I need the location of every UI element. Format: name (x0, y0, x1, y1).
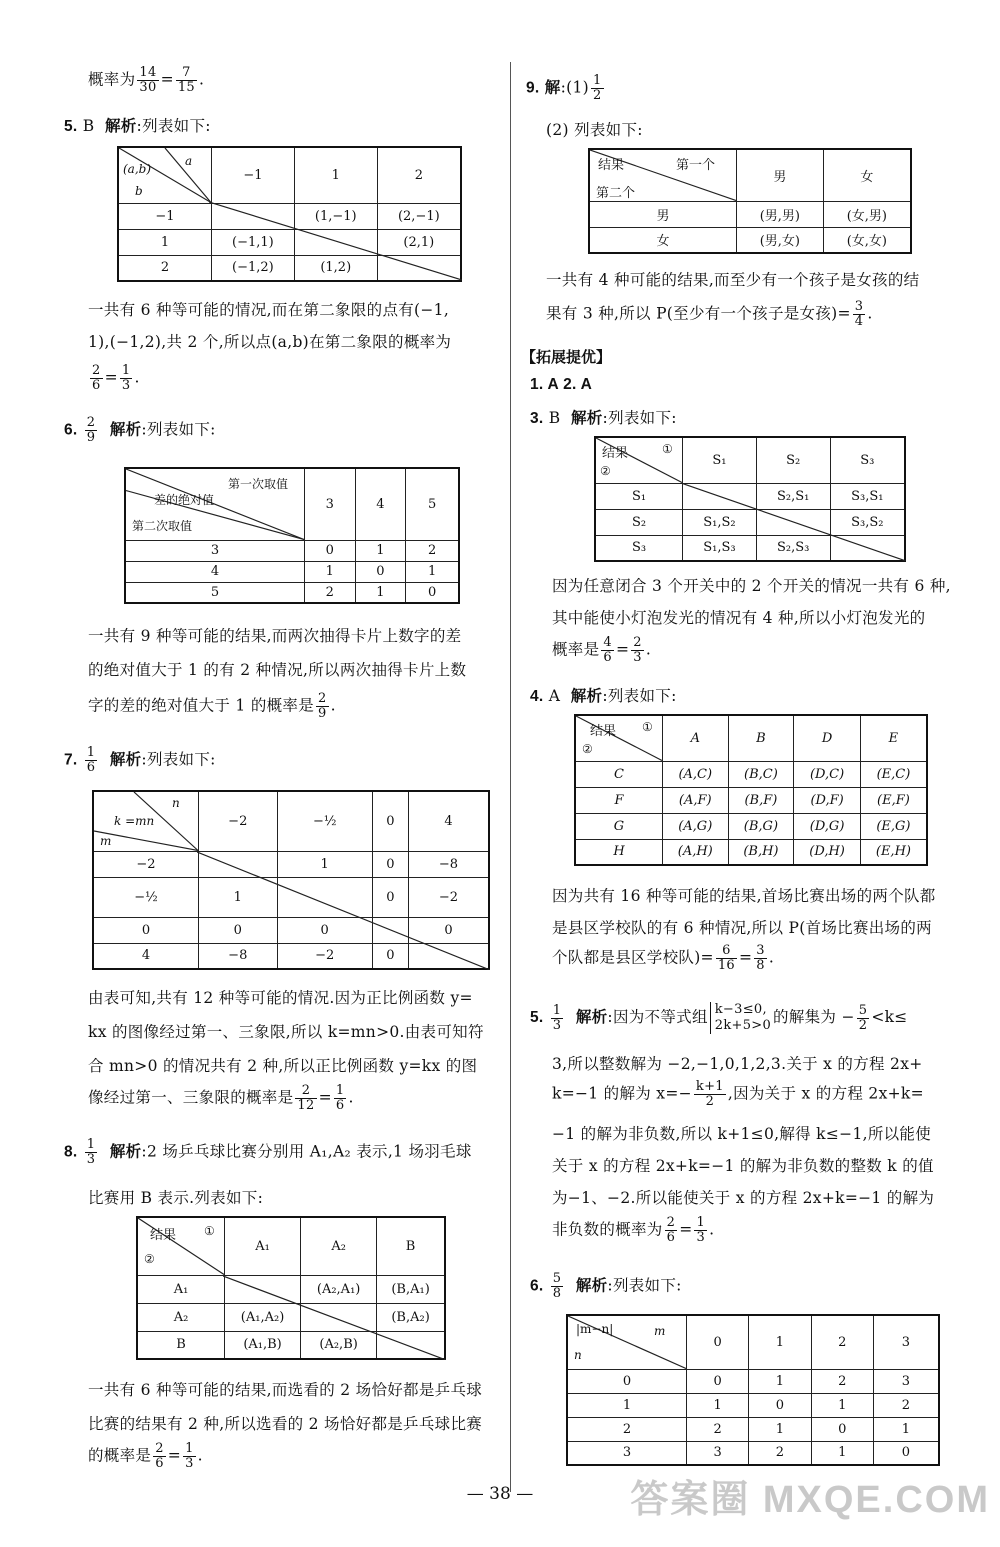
probability-line: 概率为 $\frac{14}{30}$ = $\frac{7}{15}$ . (88, 65, 205, 95)
table-cell: 0 (355, 561, 406, 582)
table-cell: 0 (305, 540, 356, 561)
table-cell: (D,H) (794, 839, 861, 865)
page-number: — 38 — (466, 1484, 534, 1504)
table-cell: 0 (687, 1315, 749, 1369)
table-cell: A (663, 715, 729, 761)
table-cell: −½ (93, 877, 199, 917)
table-cell: 女 (589, 227, 737, 253)
table-cell: 0 (199, 917, 278, 943)
table-cell: 2 (811, 1315, 873, 1369)
table-cell: 0 (409, 917, 490, 943)
table-cell: 4 (409, 791, 490, 851)
q7-heading: 7. $\frac{1}{6}$ 解析:列表如下: (64, 745, 216, 775)
table-cell: (A,G) (663, 813, 729, 839)
section-heading: 【拓展提优】 (521, 348, 612, 366)
q9-text-line1: 一共有 4 种可能的结果,而至少有一个孩子是女孩的结 (546, 271, 920, 289)
table-cell: 2 (811, 1369, 873, 1393)
table-cell: A₁ (225, 1217, 301, 1275)
table-cell: −2 (277, 943, 372, 969)
table-cell: 1 (687, 1393, 749, 1417)
table-cell: S₁ (683, 437, 757, 483)
table-cell: (B,H) (728, 839, 794, 865)
table-cell: −8 (409, 851, 490, 877)
q9-text-line2: 果有 3 种,所以 P(至少有一个孩子是女孩)= $\frac{3}{4}$ . (546, 299, 873, 329)
table-cell: (E,H) (860, 839, 927, 865)
table-cell: 3 (567, 1441, 687, 1465)
q1-q2-answers: 1. A 2. A (530, 376, 593, 393)
table-cell: (−1,2) (212, 255, 295, 281)
q6-table (124, 467, 460, 604)
table-cell: 男 (589, 201, 737, 227)
table-cell: S₃ (830, 437, 905, 483)
table-cell: 1 (749, 1315, 811, 1369)
table-cell: 1 (811, 1441, 873, 1465)
table-cell: 3 (125, 540, 305, 561)
table-cell: S₂ (595, 509, 683, 535)
table-cell: B (137, 1331, 225, 1359)
table-cell: (E,F) (860, 787, 927, 813)
r-q5-text-line4: −1 的解为非负数,所以 k+1≤0,解得 k≤−1,所以能使 (552, 1125, 932, 1143)
q7-text-line2: kx 的图像经过第一、三象限,所以 k=mn>0.由表可知符 (88, 1023, 484, 1041)
table-cell: 男 (737, 149, 824, 201)
q9-heading: 9. 解:(1) $\frac{1}{2}$ (526, 73, 602, 103)
table-cell: 2 (377, 147, 461, 203)
table-cell: 5 (125, 582, 305, 603)
table-cell: 0 (372, 851, 408, 877)
r-q3-text-line2: 其中能使小灯泡发光的情况有 4 种,所以小灯泡发光的 (552, 609, 926, 627)
table-cell: 1 (355, 582, 406, 603)
table-cell: −2 (409, 877, 490, 917)
r-q5-text-line2: 3,所以整数解为 −2,−1,0,1,2,3.关于 x 的方程 2x+ (552, 1055, 923, 1073)
r-q3-corner-cell: 结果 ① ② (595, 437, 683, 483)
table-cell: (−1,1) (212, 229, 295, 255)
r-q3-diagonal-line (681, 483, 906, 561)
watermark-logo: 答案圈 MXQE.COM (630, 1479, 990, 1521)
q9-table (588, 148, 912, 254)
q6-text-line1: 一共有 9 种等可能的结果,而两次抽得卡片上数字的差 (88, 627, 462, 645)
table-cell: 2 (687, 1417, 749, 1441)
q8-diagonal-line (223, 1276, 446, 1360)
q7-diagonal-line (197, 852, 490, 970)
q6-corner-cell: 第一次取值 差的绝对值 第二次取值 (125, 468, 305, 540)
table-cell: S₁,S₂ (683, 509, 757, 535)
table-cell: S₂,S₃ (756, 535, 830, 561)
table-cell: 0 (406, 582, 459, 603)
table-cell: 0 (372, 943, 408, 969)
table-cell: 4 (93, 943, 199, 969)
table-cell: S₃ (595, 535, 683, 561)
table-cell: −1 (118, 203, 212, 229)
table-cell: S₂ (756, 437, 830, 483)
table-cell: 1 (567, 1393, 687, 1417)
table-cell: 0 (567, 1369, 687, 1393)
table-cell: −2 (199, 791, 278, 851)
table-cell: E (860, 715, 927, 761)
table-cell: (B,G) (728, 813, 794, 839)
table-cell: 2 (305, 582, 356, 603)
table-cell: 1 (294, 147, 377, 203)
q5-text-line1: 一共有 6 种等可能的情况,而在第二象限的点有(−1, (88, 301, 450, 319)
table-cell: 4 (125, 561, 305, 582)
table-cell: 1 (811, 1393, 873, 1417)
table-cell: 女 (823, 149, 911, 201)
table-cell: 3 (873, 1315, 939, 1369)
table-cell: S₁ (595, 483, 683, 509)
q6-text-line3: 字的差的绝对值大于 1 的概率是 $\frac{2}{9}$ . (88, 691, 336, 721)
table-cell: F (575, 787, 663, 813)
table-cell: 0 (873, 1441, 939, 1465)
table-cell: (2,1) (377, 229, 461, 255)
table-cell: S₁,S₃ (683, 535, 757, 561)
q8-text-line1: 一共有 6 种等可能的结果,而选看的 2 场恰好都是乒乓球 (88, 1381, 483, 1399)
table-cell: 2 (873, 1393, 939, 1417)
table-cell: C (575, 761, 663, 787)
table-cell: 1 (118, 229, 212, 255)
r-q5-text-line3: k=−1 的解为 x=− $\frac{k+1}{2}$ ,因为关于 x 的方程 2x+k= (552, 1079, 924, 1109)
table-cell: 3 (873, 1369, 939, 1393)
r-q4-text-line2: 是县区学校队的有 6 种情况,所以 P(首场比赛出场的两 (552, 919, 932, 937)
table-cell: A₁ (137, 1275, 225, 1303)
table-cell: −8 (199, 943, 278, 969)
q9-part2: (2) 列表如下: (546, 121, 643, 139)
table-cell: (女,男) (823, 201, 911, 227)
r-q5-heading: 5. $\frac{1}{3}$ 解析:因为不等式组 k−3≤0, 2k+5>0 的解集为 − $\frac{5}{2}$ <k≤ (530, 1002, 908, 1033)
table-cell: B (377, 1217, 445, 1275)
column-divider (510, 62, 511, 1492)
table-cell: 2 (118, 255, 212, 281)
table-cell: (E,C) (860, 761, 927, 787)
table-cell: 0 (811, 1417, 873, 1441)
table-cell: 3 (305, 468, 356, 540)
table-cell: (2,−1) (377, 203, 461, 229)
q8-text-line0: 比赛用 B 表示.列表如下: (88, 1189, 264, 1207)
r-q6-corner-cell: |m−n| m n (567, 1315, 687, 1369)
q7-text-line3: 合 mn>0 的情况共有 2 种,所以正比例函数 y=kx 的图 (88, 1057, 478, 1075)
table-cell: 0 (372, 877, 408, 917)
table-cell: (A,C) (663, 761, 729, 787)
table-cell: 5 (406, 468, 459, 540)
q5-text-line2: 1),(−1,2),共 2 个,所以点(a,b)在第二象限的概率为 (88, 333, 452, 351)
r-q4-heading: 4. A 解析:列表如下: (530, 686, 677, 705)
r-q4-corner-cell: 结果 ① ② (575, 715, 663, 761)
q9-corner-cell: 结果 第一个 第二个 (589, 149, 737, 201)
table-cell: (B,A₁) (377, 1275, 445, 1303)
q6-heading: 6. $\frac{2}{9}$ 解析:列表如下: (64, 415, 216, 445)
table-cell: −½ (277, 791, 372, 851)
table-cell: G (575, 813, 663, 839)
table-cell: (A₂,A₁) (301, 1275, 377, 1303)
q5-diagonal-line (209, 202, 462, 280)
table-cell: 3 (687, 1441, 749, 1465)
table-cell: (D,C) (794, 761, 861, 787)
q8-text-line2: 比赛的结果有 2 种,所以选看的 2 场恰好都是乒乓球比赛 (88, 1415, 483, 1433)
table-cell: −2 (93, 851, 199, 877)
r-q3-text-line3: 概率是 $\frac{4}{6}$ = $\frac{2}{3}$ . (552, 635, 652, 665)
r-q3-heading: 3. B 解析:列表如下: (530, 408, 677, 427)
table-cell: D (794, 715, 861, 761)
table-cell: A₂ (137, 1303, 225, 1331)
r-q3-text-line1: 因为任意闭合 3 个开关中的 2 个开关的情况一共有 6 种, (552, 577, 951, 595)
q8-text-line3: 的概率是 $\frac{2}{6}$ = $\frac{1}{3}$ . (88, 1441, 203, 1471)
table-cell: (男,男) (737, 201, 824, 227)
table-cell: (A₁,A₂) (225, 1303, 301, 1331)
table-cell: (A₁,B) (225, 1331, 301, 1359)
table-cell: (B,F) (728, 787, 794, 813)
q6-text-line2: 的绝对值大于 1 的有 2 种情况,所以两次抽得卡片上数 (88, 661, 467, 679)
table-cell: 0 (277, 917, 372, 943)
table-cell: (1,−1) (294, 203, 377, 229)
table-cell: 0 (372, 791, 408, 851)
table-cell: 2 (567, 1417, 687, 1441)
table-cell: 1 (199, 877, 278, 917)
table-cell: B (728, 715, 794, 761)
table-cell: 0 (749, 1393, 811, 1417)
table-cell: 1 (873, 1417, 939, 1441)
table-cell: 2 (749, 1441, 811, 1465)
table-cell: 1 (749, 1369, 811, 1393)
table-cell: 1 (406, 561, 459, 582)
table-cell: 1 (749, 1417, 811, 1441)
q5-heading: 5. B 解析:列表如下: (64, 116, 211, 135)
r-q4-text-line1: 因为共有 16 种等可能的结果,首场比赛出场的两个队都 (552, 887, 936, 905)
table-cell: 1 (355, 540, 406, 561)
table-cell: (A₂,B) (301, 1331, 377, 1359)
q7-corner-cell: n k =mn m (93, 791, 199, 851)
r-q6-heading: 6. $\frac{5}{8}$ 解析:列表如下: (530, 1271, 682, 1301)
r-q5-text-line7: 非负数的概率为 $\frac{2}{6}$ = $\frac{1}{3}$ . (552, 1215, 715, 1245)
table-cell: (D,G) (794, 813, 861, 839)
r-q5-text-line6: 为−1、−2.所以能使关于 x 的方程 2x+k=−1 的解为 (552, 1189, 935, 1207)
table-cell: 2 (406, 540, 459, 561)
table-cell: (B,C) (728, 761, 794, 787)
table-cell: (E,G) (860, 813, 927, 839)
q7-text-line1: 由表可知,共有 12 种等可能的情况.因为正比例函数 y= (88, 989, 473, 1007)
r-q6-table (566, 1314, 940, 1466)
q5-corner-cell: a (a,b) b (118, 147, 212, 203)
q8-heading: 8. $\frac{1}{3}$ 解析:2 场乒乓球比赛分别用 A₁,A₂ 表示,1 场羽毛球 (64, 1137, 472, 1167)
q5-text-line3: $\frac{2}{6}$ = $\frac{1}{3}$ . (92, 363, 140, 393)
table-cell: (女,女) (823, 227, 911, 253)
table-cell: (A,H) (663, 839, 729, 865)
table-cell: (1,2) (294, 255, 377, 281)
table-cell: S₃,S₁ (830, 483, 905, 509)
q8-corner-cell: 结果 ① ② (137, 1217, 225, 1275)
r-q4-text-line3: 个队都是县区学校队)= $\frac{6}{16}$ = $\frac{3}{8}$ . (552, 943, 775, 973)
table-cell: (B,A₂) (377, 1303, 445, 1331)
table-cell: 0 (687, 1369, 749, 1393)
table-cell: −1 (212, 147, 295, 203)
table-cell: (A,F) (663, 787, 729, 813)
table-cell: (D,F) (794, 787, 861, 813)
table-cell: S₃,S₂ (830, 509, 905, 535)
r-q4-table (574, 714, 928, 866)
q7-text-line4: 像经过第一、三象限的概率是 $\frac{2}{12}$ = $\frac{1}{6}$ . (88, 1083, 354, 1113)
table-cell: 4 (355, 468, 406, 540)
table-cell: S₂,S₁ (756, 483, 830, 509)
table-cell: A₂ (301, 1217, 377, 1275)
table-cell: 0 (93, 917, 199, 943)
table-cell: (男,女) (737, 227, 824, 253)
table-cell: 1 (277, 851, 372, 877)
table-cell: 1 (305, 561, 356, 582)
table-cell: H (575, 839, 663, 865)
r-q5-text-line5: 关于 x 的方程 2x+k=−1 的解为非负数的整数 k 的值 (552, 1157, 934, 1175)
